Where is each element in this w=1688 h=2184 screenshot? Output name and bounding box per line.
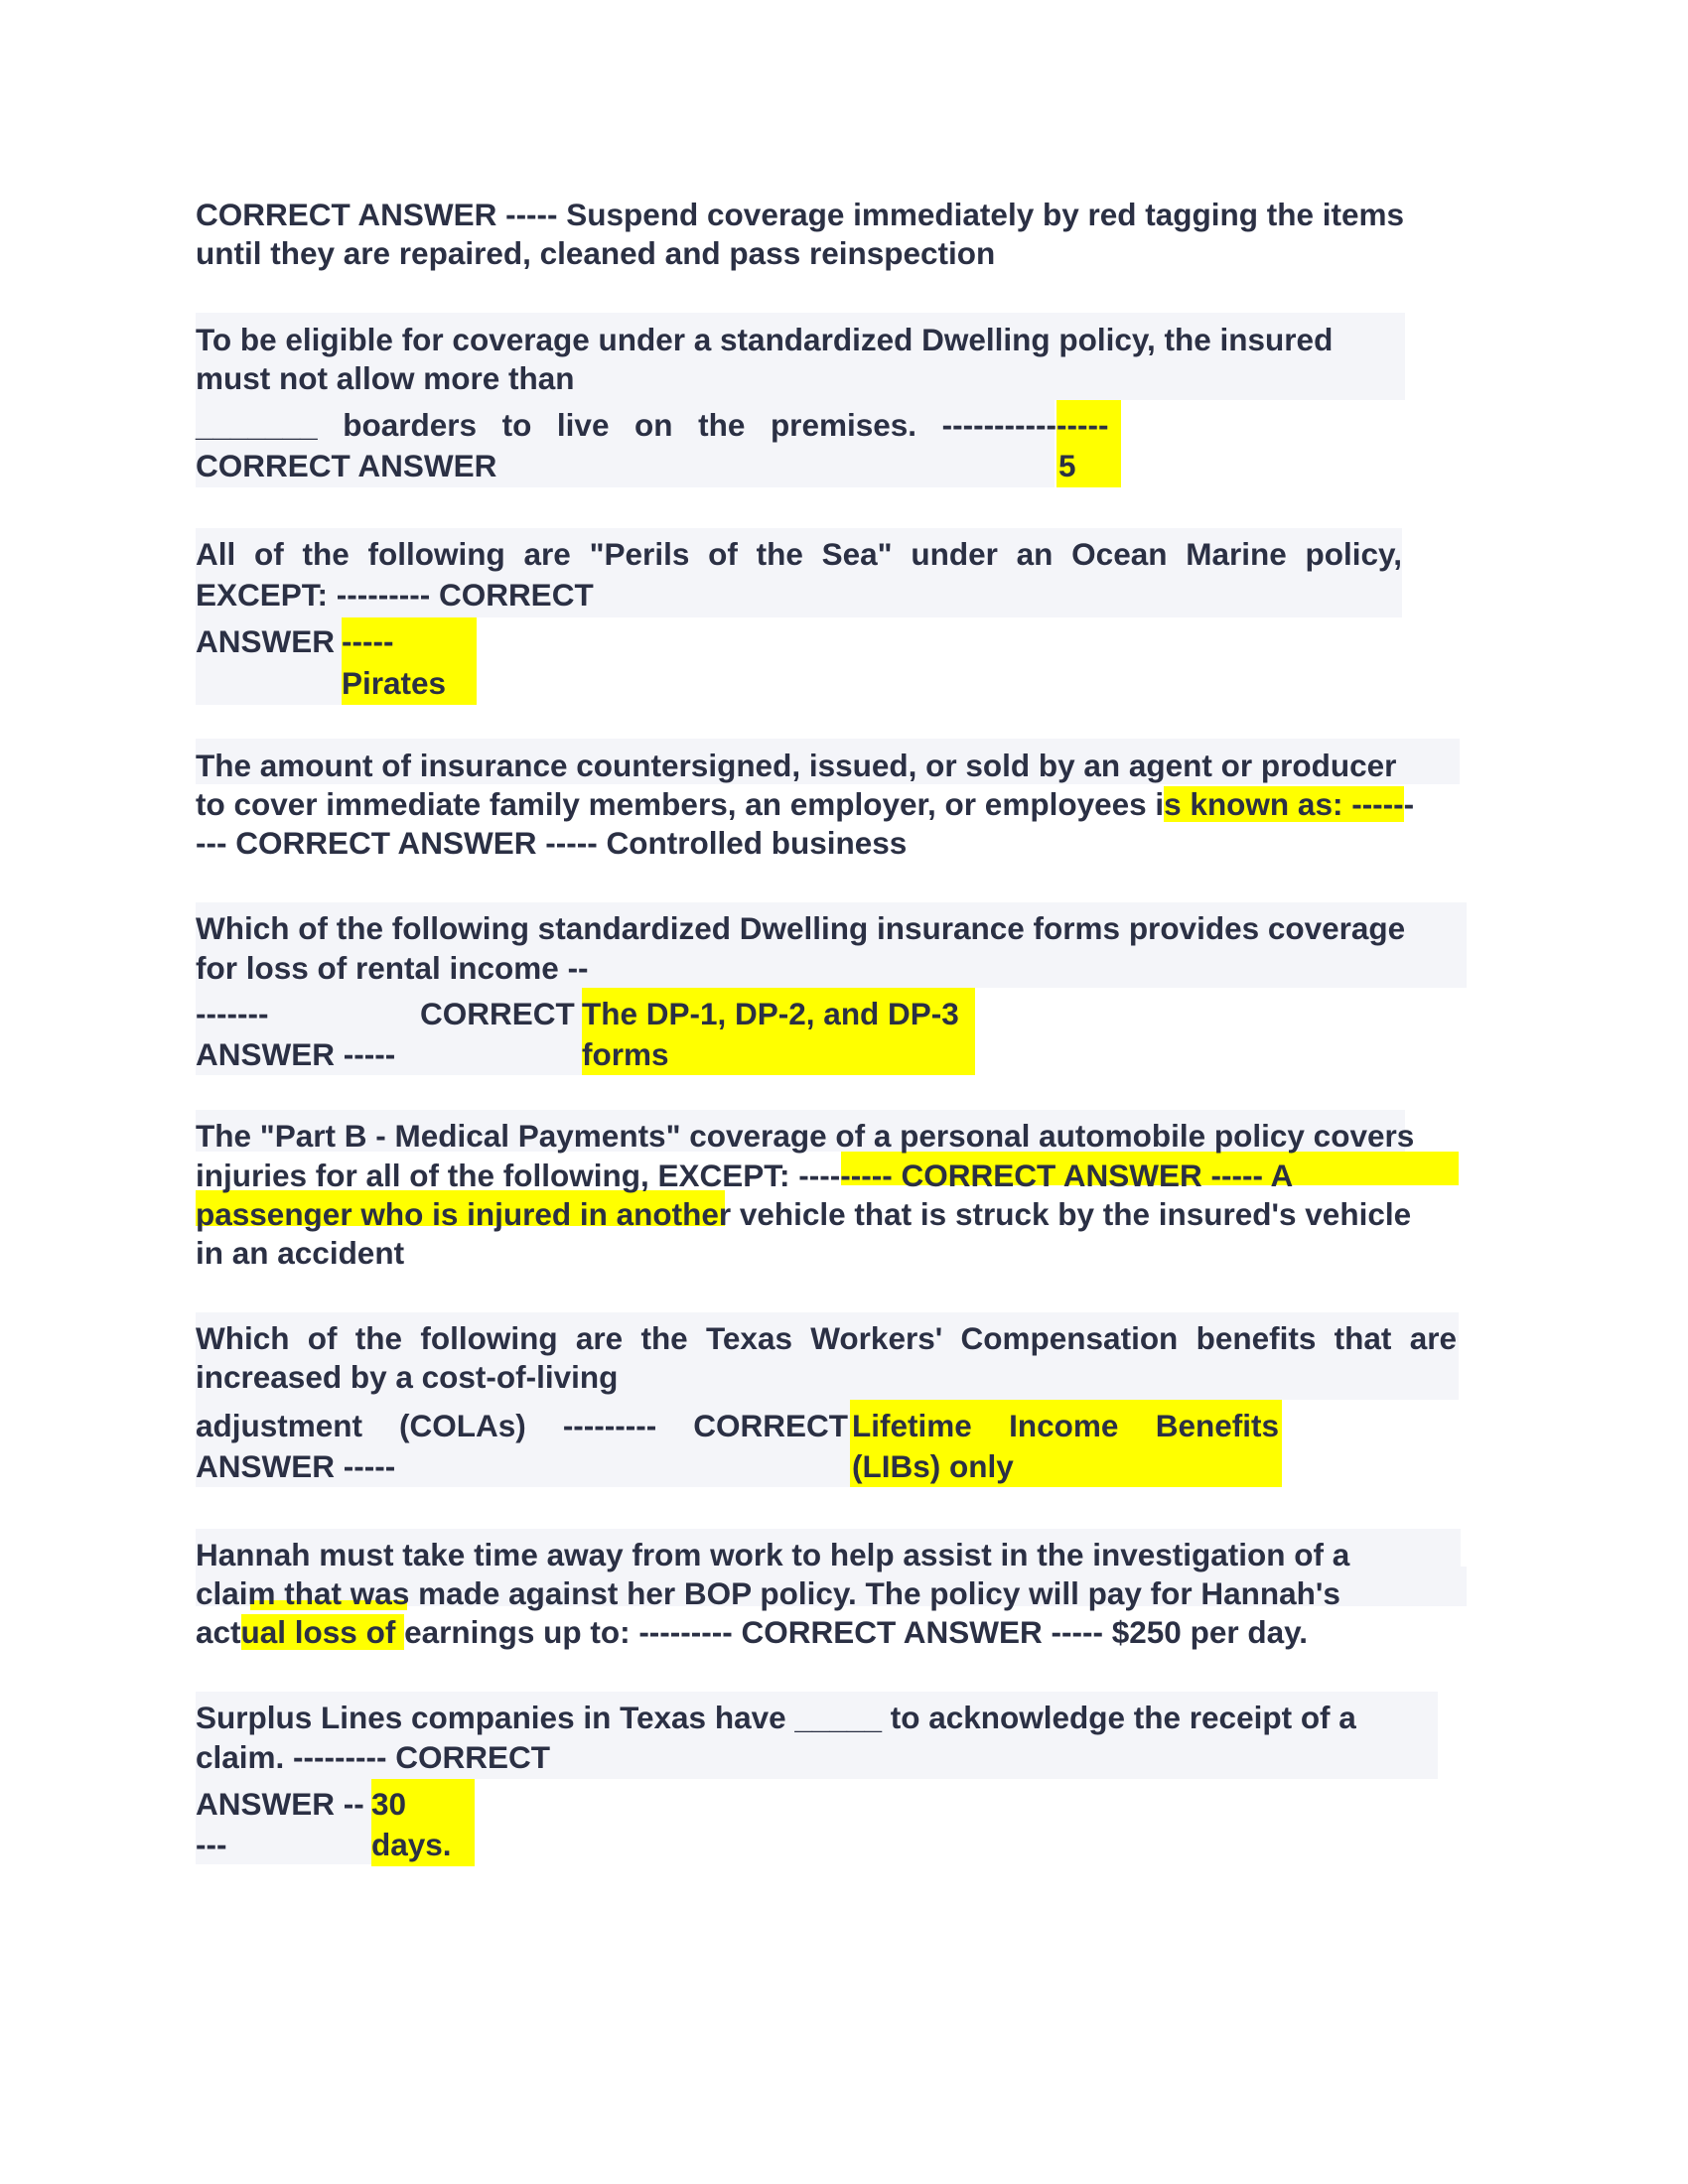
question-line: Surplus Lines companies in Texas have _____ to acknowledge the receipt of a (196, 1700, 1356, 1735)
text-run: injuries for all of the following, EXCEPT: - (196, 1158, 809, 1193)
word: (COLAs) (399, 1408, 526, 1443)
word: the (698, 407, 746, 443)
dashes: --- (196, 1827, 227, 1862)
correct-answer-label: CORRECT ANSWER (196, 448, 497, 483)
question-line: To be eligible for coverage under a standardized Dwelling policy, the insured (196, 322, 1334, 357)
text-run: earnings up to: --------- CORRECT ANSWER ----- $250 per day. (404, 1614, 1309, 1650)
question-line-justified (196, 1406, 848, 1446)
question-line (196, 1156, 1293, 1196)
text-run: to cover immediate family members, an employer, or employees i (196, 786, 1165, 822)
text-run: act (196, 1614, 241, 1650)
question-line: claim that was made against her BOP policy. The policy will pay for Hannah's (196, 1575, 1340, 1611)
question-line: All of the following are "Perils of the Sea" under an Ocean Marine policy, (196, 536, 1402, 572)
highlighted-text: -------- CORRECT ANSWER ----- A (808, 1158, 1294, 1193)
answer-line (196, 1194, 1411, 1235)
correct-answer-label: ANSWER ----- (196, 1448, 396, 1484)
word: live (556, 407, 610, 443)
answer-text: days. (371, 1827, 452, 1862)
question-line (196, 784, 1414, 825)
word: _______ (196, 407, 318, 443)
word: on (634, 407, 673, 443)
correct-answer-label: ANSWER (196, 623, 335, 659)
answer-line: --- CORRECT ANSWER ----- Controlled business (196, 825, 908, 861)
dashes: ----- (1056, 407, 1109, 443)
answer-text: forms (582, 1036, 669, 1072)
question-line: EXCEPT: --------- CORRECT (196, 577, 594, 613)
answer-text: 30 (371, 1786, 407, 1822)
highlighted-text: ual loss of (240, 1614, 405, 1650)
question-line: increased by a cost-of-living (196, 1359, 619, 1395)
word: --------- (562, 1408, 657, 1443)
text-run: - (1403, 786, 1415, 822)
dashes: ------- (196, 996, 269, 1031)
question-line: for loss of rental income -- (196, 950, 589, 986)
question-line: Which of the following are the Texas Workers' Compensation benefits that are (196, 1320, 1457, 1356)
word: boarders (343, 407, 478, 443)
question-line: claim. --------- CORRECT (196, 1739, 550, 1775)
word: adjustment (196, 1408, 363, 1443)
answer-text: Pirates (342, 665, 447, 701)
correct-label: CORRECT (420, 996, 575, 1031)
word: Lifetime (852, 1408, 972, 1443)
question-line-justified (196, 405, 1056, 446)
highlighted-text: passenger who is injured in anoth (196, 1196, 702, 1232)
word: Benefits (1155, 1408, 1279, 1443)
highlighted-text: s known as: ----- (1164, 786, 1404, 822)
word: CORRECT (693, 1408, 848, 1443)
question-line: must not allow more than (196, 360, 575, 396)
correct-answer-label: ANSWER -- (196, 1786, 364, 1822)
answer-text: (LIBs) only (852, 1448, 1014, 1484)
word: to (501, 407, 532, 443)
answer-text-justified (852, 1406, 1279, 1446)
text-run: er vehicle that is struck by the insured's vehicle (701, 1196, 1412, 1232)
question-line: Hannah must take time away from work to help assist in the investigation of a (196, 1537, 1350, 1572)
answer-line: CORRECT ANSWER ----- Suspend coverage immediately by red tagging the items (196, 197, 1405, 232)
question-line: The "Part B - Medical Payments" coverage of a personal automobile policy covers (196, 1118, 1415, 1154)
dashes: ----- (342, 623, 394, 659)
word: premises. (770, 407, 917, 443)
answer-text: The DP-1, DP-2, and DP-3 (582, 996, 959, 1031)
word: Income (1009, 1408, 1119, 1443)
question-line: Which of the following standardized Dwelling insurance forms provides coverage (196, 910, 1406, 946)
answer-line (196, 1612, 1308, 1653)
word: ----------- (941, 407, 1056, 443)
answer-line: in an accident (196, 1235, 405, 1271)
answer-line: until they are repaired, cleaned and pass reinspection (196, 235, 996, 271)
correct-answer-label: ANSWER ----- (196, 1036, 396, 1072)
answer-text: 5 (1058, 448, 1076, 483)
question-line: The amount of insurance countersigned, issued, or sold by an agent or producer (196, 748, 1397, 783)
